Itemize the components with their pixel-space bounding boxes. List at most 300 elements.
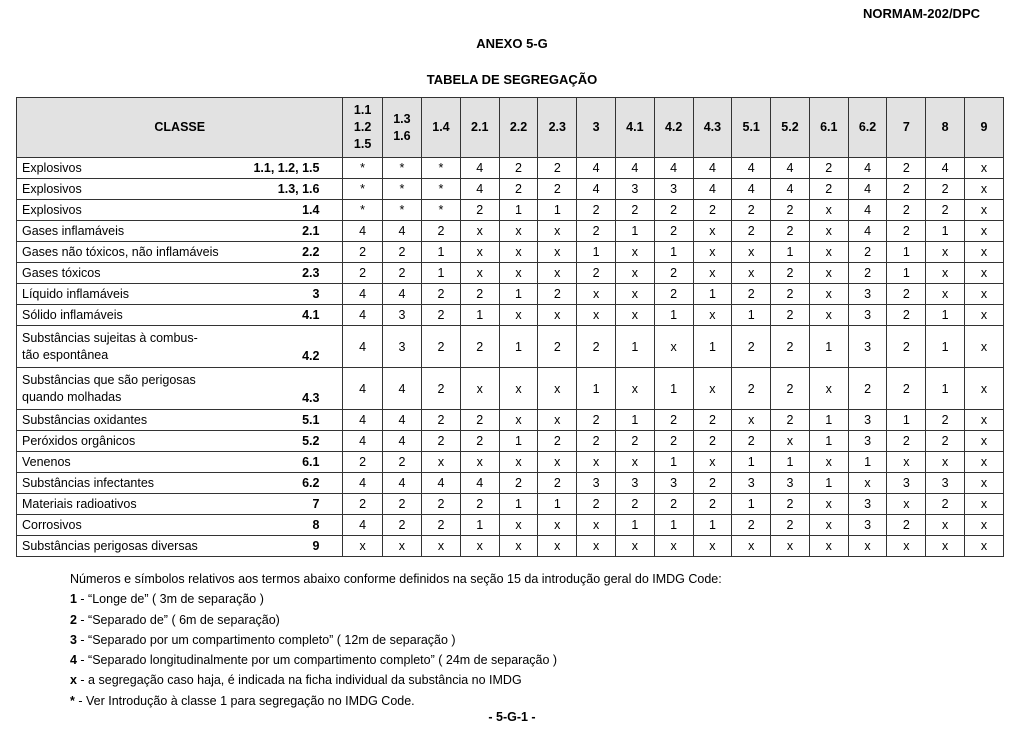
page-number: - 5-G-1 -: [488, 710, 536, 724]
segregation-cell: 2: [732, 200, 771, 221]
segregation-cell: 2: [382, 452, 421, 473]
note-key: *: [70, 693, 75, 708]
segregation-cell: 1: [615, 515, 654, 536]
segregation-cell: x: [926, 284, 965, 305]
note-text: - “Separado por um compartimento completo” ( 12m de separação ): [76, 632, 456, 647]
class-cell: [17, 221, 343, 242]
segregation-cell: 1: [809, 326, 848, 368]
segregation-cell: 2: [771, 284, 810, 305]
segregation-cell: 4: [343, 431, 382, 452]
segregation-cell: x: [538, 221, 577, 242]
segregation-cell: 1: [577, 242, 616, 263]
segregation-cell: 2: [887, 158, 926, 179]
column-header: 8: [926, 98, 965, 158]
segregation-cell: 3: [848, 305, 887, 326]
note-text: - “Separado de” ( 6m de separação): [76, 612, 280, 627]
segregation-cell: 2: [343, 242, 382, 263]
note-text: - Ver Introdução à classe 1 para segregação no IMDG Code.: [74, 693, 415, 708]
segregation-cell: 2: [771, 263, 810, 284]
segregation-cell: 4: [615, 158, 654, 179]
class-number: 2.1: [302, 224, 320, 238]
segregation-cell: 2: [538, 473, 577, 494]
segregation-cell: x: [965, 515, 1004, 536]
segregation-cell: x: [382, 536, 421, 557]
document-number: NORMAM-202/DPC: [862, 6, 980, 21]
note-item: [70, 670, 722, 690]
segregation-cell: 2: [732, 431, 771, 452]
segregation-cell: 1: [654, 452, 693, 473]
segregation-cell: x: [499, 221, 538, 242]
segregation-cell: 1: [809, 473, 848, 494]
note-text: - “Separado longitudinalmente por um compartimento completo” ( 24m de separação ): [76, 653, 558, 668]
segregation-cell: 2: [926, 200, 965, 221]
table-row: [17, 431, 1004, 452]
segregation-cell: *: [422, 158, 461, 179]
column-header: 7: [887, 98, 926, 158]
segregation-cell: 2: [538, 326, 577, 368]
segregation-cell: 2: [422, 305, 461, 326]
segregation-cell: *: [343, 179, 382, 200]
table-row: [17, 452, 1004, 473]
class-number: 4.3: [302, 391, 320, 406]
table-row: [17, 200, 1004, 221]
class-number: 1.3, 1.6: [277, 182, 320, 196]
segregation-cell: 2: [732, 221, 771, 242]
class-cell: [17, 200, 343, 221]
segregation-cell: 1: [654, 515, 693, 536]
table-row: [17, 410, 1004, 431]
segregation-cell: 4: [460, 158, 499, 179]
column-header: 4.3: [693, 98, 732, 158]
segregation-cell: 2: [887, 326, 926, 368]
segregation-cell: x: [926, 536, 965, 557]
segregation-cell: x: [615, 536, 654, 557]
table-row: [17, 179, 1004, 200]
segregation-cell: 2: [422, 368, 461, 410]
segregation-cell: x: [615, 368, 654, 410]
segregation-cell: 3: [654, 179, 693, 200]
segregation-cell: 3: [848, 431, 887, 452]
class-name: Corrosivos: [22, 517, 82, 532]
segregation-cell: 2: [887, 200, 926, 221]
segregation-cell: 1: [499, 494, 538, 515]
segregation-cell: 2: [577, 263, 616, 284]
segregation-cell: 2: [343, 263, 382, 284]
table-row: [17, 221, 1004, 242]
segregation-cell: 2: [654, 221, 693, 242]
segregation-cell: 2: [848, 242, 887, 263]
segregation-cell: 3: [615, 179, 654, 200]
segregation-cell: x: [965, 494, 1004, 515]
segregation-cell: 4: [577, 179, 616, 200]
segregation-cell: x: [693, 452, 732, 473]
segregation-cell: 2: [732, 515, 771, 536]
segregation-cell: 2: [499, 473, 538, 494]
segregation-cell: 2: [499, 158, 538, 179]
segregation-cell: x: [538, 452, 577, 473]
class-cell: [17, 431, 343, 452]
segregation-cell: 4: [693, 179, 732, 200]
segregation-cell: 4: [848, 179, 887, 200]
segregation-cell: 2: [422, 410, 461, 431]
segregation-cell: 2: [771, 410, 810, 431]
segregation-cell: 3: [887, 473, 926, 494]
segregation-cell: 1: [654, 368, 693, 410]
segregation-cell: x: [965, 179, 1004, 200]
segregation-cell: 4: [460, 179, 499, 200]
segregation-cell: 4: [848, 221, 887, 242]
class-cell: [17, 515, 343, 536]
segregation-cell: 4: [382, 473, 421, 494]
table-row: [17, 473, 1004, 494]
segregation-cell: 2: [422, 515, 461, 536]
column-header: 2.1: [460, 98, 499, 158]
class-name: Substâncias infectantes: [22, 475, 155, 490]
segregation-cell: x: [809, 368, 848, 410]
class-name: Sólido inflamáveis: [22, 307, 123, 322]
segregation-cell: 2: [343, 494, 382, 515]
segregation-cell: x: [926, 263, 965, 284]
table-row: [17, 284, 1004, 305]
segregation-cell: 3: [382, 305, 421, 326]
table-row: [17, 158, 1004, 179]
note-item: [70, 610, 722, 630]
segregation-cell: x: [693, 305, 732, 326]
class-name: Venenos: [22, 454, 71, 469]
segregation-cell: 1: [460, 515, 499, 536]
class-name: Explosivos: [22, 181, 82, 196]
segregation-cell: 1: [615, 221, 654, 242]
segregation-cell: x: [887, 494, 926, 515]
segregation-cell: x: [926, 242, 965, 263]
class-cell: [17, 452, 343, 473]
segregation-cell: 1: [422, 242, 461, 263]
segregation-cell: 2: [422, 494, 461, 515]
segregation-cell: 2: [538, 179, 577, 200]
segregation-cell: 1: [499, 431, 538, 452]
segregation-cell: 2: [615, 494, 654, 515]
segregation-cell: x: [887, 536, 926, 557]
segregation-cell: x: [538, 515, 577, 536]
segregation-cell: x: [460, 242, 499, 263]
segregation-cell: x: [654, 326, 693, 368]
segregation-cell: *: [422, 200, 461, 221]
segregation-cell: 2: [771, 515, 810, 536]
segregation-cell: 4: [693, 158, 732, 179]
segregation-cell: 2: [848, 263, 887, 284]
segregation-cell: x: [809, 305, 848, 326]
segregation-cell: 4: [343, 473, 382, 494]
segregation-cell: x: [965, 242, 1004, 263]
column-header: 5.1: [732, 98, 771, 158]
segregation-cell: 1: [926, 305, 965, 326]
segregation-cell: x: [965, 368, 1004, 410]
column-header: 1.4: [422, 98, 461, 158]
class-number: 9: [312, 539, 320, 553]
segregation-cell: 4: [771, 179, 810, 200]
annex-title: ANEXO 5-G: [476, 36, 548, 51]
segregation-cell: x: [499, 368, 538, 410]
segregation-cell: 2: [926, 494, 965, 515]
note-text: - “Longe de” ( 3m de separação ): [76, 592, 264, 607]
class-number: 8: [312, 518, 320, 532]
segregation-cell: 2: [382, 494, 421, 515]
table-row: [17, 326, 1004, 368]
segregation-cell: *: [422, 179, 461, 200]
segregation-cell: x: [965, 200, 1004, 221]
segregation-cell: 3: [848, 410, 887, 431]
segregation-cell: 1: [809, 431, 848, 452]
column-header: 1.3 1.6: [382, 98, 421, 158]
segregation-cell: x: [693, 263, 732, 284]
class-cell: [17, 326, 343, 368]
segregation-cell: 2: [771, 221, 810, 242]
segregation-cell: 1: [538, 494, 577, 515]
segregation-cell: x: [965, 284, 1004, 305]
class-name: Substâncias perigosas diversas: [22, 538, 198, 553]
segregation-cell: x: [615, 284, 654, 305]
segregation-cell: 2: [771, 368, 810, 410]
segregation-cell: x: [538, 536, 577, 557]
segregation-cell: 2: [343, 452, 382, 473]
segregation-cell: 2: [732, 368, 771, 410]
class-cell: [17, 473, 343, 494]
segregation-cell: 2: [848, 368, 887, 410]
segregation-cell: *: [382, 158, 421, 179]
segregation-cell: 2: [732, 284, 771, 305]
segregation-cell: x: [615, 263, 654, 284]
table-title: TABELA DE SEGREGAÇÃO: [426, 72, 598, 87]
segregation-cell: 1: [887, 410, 926, 431]
column-header: 6.1: [809, 98, 848, 158]
segregation-cell: 4: [343, 368, 382, 410]
segregation-cell: 2: [771, 326, 810, 368]
segregation-cell: 2: [538, 284, 577, 305]
segregation-cell: x: [965, 410, 1004, 431]
class-number: 4.1: [302, 308, 320, 322]
segregation-cell: 2: [654, 410, 693, 431]
segregation-table: [16, 97, 1004, 557]
segregation-cell: x: [732, 536, 771, 557]
class-cell: [17, 368, 343, 410]
segregation-cell: 2: [809, 158, 848, 179]
segregation-cell: 2: [693, 200, 732, 221]
segregation-cell: 2: [771, 200, 810, 221]
segregation-cell: x: [771, 431, 810, 452]
segregation-cell: x: [538, 305, 577, 326]
table-row: [17, 263, 1004, 284]
segregation-cell: x: [615, 305, 654, 326]
segregation-cell: x: [538, 410, 577, 431]
segregation-cell: x: [965, 473, 1004, 494]
segregation-cell: 2: [693, 410, 732, 431]
segregation-cell: 2: [771, 494, 810, 515]
segregation-cell: 1: [926, 221, 965, 242]
segregation-cell: 4: [382, 410, 421, 431]
class-number: 7: [312, 497, 320, 511]
segregation-cell: 2: [499, 179, 538, 200]
segregation-cell: x: [499, 515, 538, 536]
note-item: [70, 630, 722, 650]
segregation-cell: x: [460, 221, 499, 242]
class-number: 2.2: [302, 245, 320, 259]
segregation-cell: 4: [848, 158, 887, 179]
segregation-cell: 1: [732, 305, 771, 326]
segregation-cell: 4: [732, 158, 771, 179]
segregation-cell: 3: [771, 473, 810, 494]
segregation-cell: x: [460, 368, 499, 410]
segregation-cell: 3: [577, 473, 616, 494]
segregation-cell: 2: [382, 242, 421, 263]
class-number: 5.2: [302, 434, 320, 448]
segregation-cell: 2: [887, 221, 926, 242]
segregation-cell: x: [926, 452, 965, 473]
segregation-cell: 4: [382, 368, 421, 410]
segregation-cell: x: [809, 515, 848, 536]
table-row: [17, 536, 1004, 557]
legend-notes: [70, 569, 722, 711]
segregation-cell: x: [693, 536, 732, 557]
segregation-cell: 2: [538, 431, 577, 452]
class-name: Gases inflamáveis: [22, 223, 125, 238]
segregation-cell: *: [343, 158, 382, 179]
note-text: - a segregação caso haja, é indicada na ficha individual da substância no IMDG: [76, 673, 522, 688]
segregation-cell: x: [422, 536, 461, 557]
segregation-cell: x: [771, 536, 810, 557]
class-number: 4.2: [302, 349, 320, 364]
segregation-cell: 2: [654, 284, 693, 305]
segregation-cell: 3: [848, 284, 887, 305]
segregation-cell: 1: [887, 263, 926, 284]
class-column-header: CLASSE: [17, 98, 343, 158]
segregation-cell: 2: [926, 179, 965, 200]
segregation-cell: 2: [422, 431, 461, 452]
segregation-cell: 1: [771, 452, 810, 473]
segregation-cell: 4: [732, 179, 771, 200]
segregation-cell: 1: [887, 242, 926, 263]
note-key: 1: [70, 592, 77, 607]
segregation-cell: 1: [654, 305, 693, 326]
segregation-cell: 1: [577, 368, 616, 410]
segregation-cell: x: [499, 242, 538, 263]
segregation-cell: 1: [460, 305, 499, 326]
segregation-cell: 2: [654, 431, 693, 452]
class-number: 1.4: [302, 203, 320, 217]
class-cell: [17, 284, 343, 305]
header-row: [17, 98, 1004, 158]
segregation-cell: x: [809, 452, 848, 473]
class-cell: [17, 263, 343, 284]
column-header: 6.2: [848, 98, 887, 158]
class-cell: [17, 494, 343, 515]
column-header: 4.1: [615, 98, 654, 158]
class-name: Substâncias que são perigosas quando molhadas: [22, 372, 196, 404]
segregation-cell: x: [965, 326, 1004, 368]
segregation-cell: 2: [422, 221, 461, 242]
segregation-cell: x: [809, 494, 848, 515]
segregation-cell: 2: [422, 284, 461, 305]
class-name: Explosivos: [22, 160, 82, 175]
segregation-cell: x: [499, 305, 538, 326]
segregation-cell: 1: [693, 326, 732, 368]
class-number: 1.1, 1.2, 1.5: [253, 161, 320, 175]
class-number: 6.2: [302, 476, 320, 490]
segregation-cell: 1: [771, 242, 810, 263]
segregation-cell: x: [460, 536, 499, 557]
segregation-cell: x: [809, 536, 848, 557]
class-cell: [17, 305, 343, 326]
class-number: 2.3: [302, 266, 320, 280]
segregation-cell: x: [965, 305, 1004, 326]
segregation-cell: 1: [693, 284, 732, 305]
class-name: Gases tóxicos: [22, 265, 101, 280]
class-cell: [17, 179, 343, 200]
segregation-cell: 4: [343, 326, 382, 368]
segregation-cell: 2: [460, 326, 499, 368]
segregation-cell: x: [965, 158, 1004, 179]
class-name: Substâncias sujeitas à combus- tão espontânea: [22, 330, 198, 362]
segregation-cell: 2: [577, 200, 616, 221]
column-header: 2.2: [499, 98, 538, 158]
segregation-cell: 4: [382, 431, 421, 452]
segregation-cell: x: [577, 284, 616, 305]
segregation-cell: x: [538, 242, 577, 263]
segregation-cell: x: [809, 242, 848, 263]
segregation-cell: 2: [422, 326, 461, 368]
segregation-cell: 2: [577, 410, 616, 431]
segregation-cell: 2: [771, 305, 810, 326]
segregation-cell: 1: [732, 494, 771, 515]
segregation-cell: x: [577, 305, 616, 326]
segregation-cell: 2: [460, 494, 499, 515]
table-row: [17, 515, 1004, 536]
segregation-cell: 2: [654, 494, 693, 515]
segregation-cell: 2: [887, 284, 926, 305]
class-number: 5.1: [302, 413, 320, 427]
segregation-cell: 4: [848, 200, 887, 221]
segregation-cell: 2: [577, 494, 616, 515]
segregation-cell: 3: [848, 494, 887, 515]
segregation-cell: x: [965, 536, 1004, 557]
segregation-cell: x: [460, 263, 499, 284]
column-header: 2.3: [538, 98, 577, 158]
segregation-cell: x: [809, 263, 848, 284]
segregation-cell: 4: [926, 158, 965, 179]
class-name: Materiais radioativos: [22, 496, 137, 511]
note-key: 2: [70, 612, 77, 627]
class-cell: [17, 536, 343, 557]
segregation-cell: x: [654, 536, 693, 557]
segregation-cell: x: [577, 452, 616, 473]
segregation-cell: 1: [538, 200, 577, 221]
segregation-cell: 1: [693, 515, 732, 536]
segregation-cell: 1: [654, 242, 693, 263]
segregation-cell: 3: [615, 473, 654, 494]
segregation-cell: x: [499, 536, 538, 557]
segregation-cell: x: [887, 452, 926, 473]
segregation-cell: x: [693, 242, 732, 263]
segregation-cell: 2: [693, 494, 732, 515]
column-header: 1.1 1.2 1.5: [343, 98, 382, 158]
segregation-cell: 4: [382, 221, 421, 242]
segregation-cell: x: [965, 452, 1004, 473]
class-name: Gases não tóxicos, não inflamáveis: [22, 244, 219, 259]
segregation-cell: x: [499, 263, 538, 284]
segregation-cell: 2: [577, 431, 616, 452]
segregation-cell: 2: [654, 263, 693, 284]
segregation-cell: x: [732, 242, 771, 263]
segregation-cell: 2: [887, 179, 926, 200]
